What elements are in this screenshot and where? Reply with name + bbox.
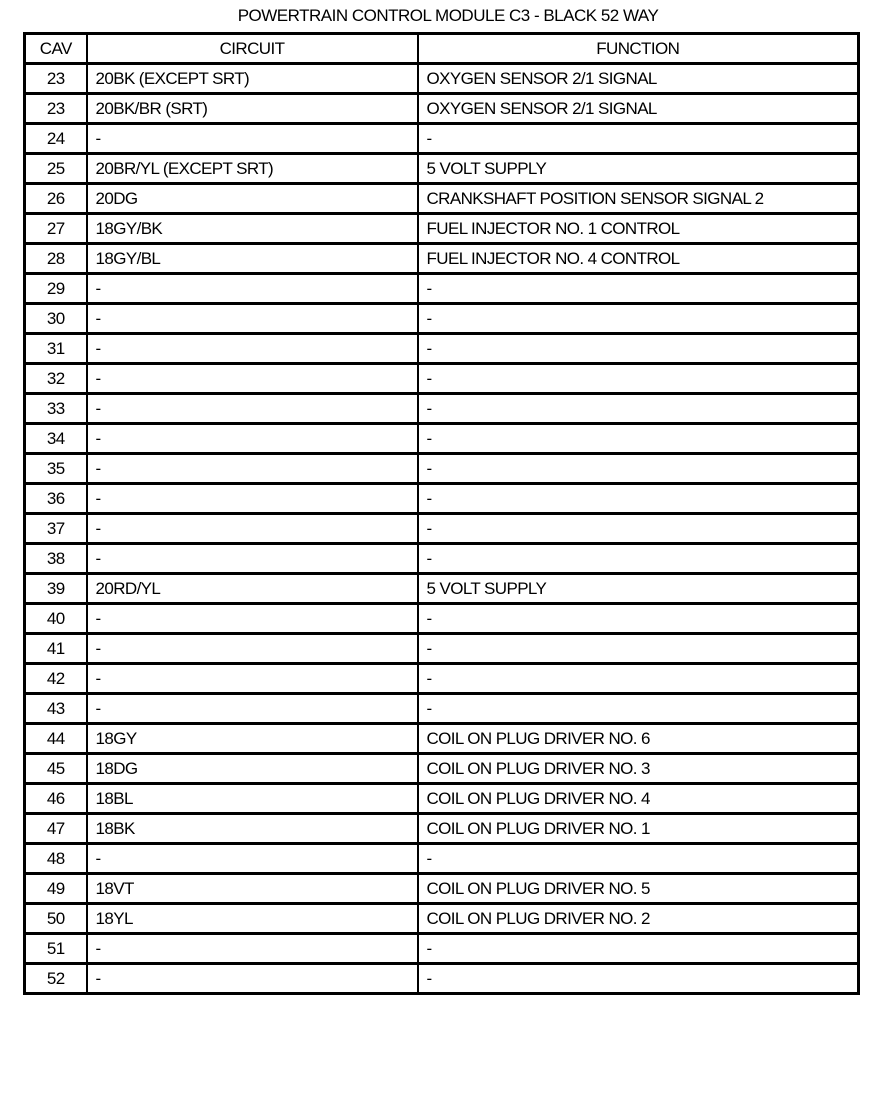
header-function: FUNCTION [418, 34, 859, 64]
function-cell: - [418, 634, 859, 664]
cav-cell: 36 [25, 484, 87, 514]
circuit-cell: 18GY/BL [87, 244, 418, 274]
cav-cell: 35 [25, 454, 87, 484]
table-row [25, 184, 859, 214]
table-row [25, 484, 859, 514]
function-cell: COIL ON PLUG DRIVER NO. 2 [418, 904, 859, 934]
function-cell: - [418, 364, 859, 394]
function-cell: 5 VOLT SUPPLY [418, 574, 859, 604]
circuit-cell: 18BK [87, 814, 418, 844]
circuit-cell: - [87, 274, 418, 304]
table-row [25, 784, 859, 814]
circuit-cell: - [87, 844, 418, 874]
table-row [25, 904, 859, 934]
table-row [25, 694, 859, 724]
table-row [25, 94, 859, 124]
table-row [25, 364, 859, 394]
circuit-cell: - [87, 514, 418, 544]
cav-cell: 52 [25, 964, 87, 994]
function-cell: - [418, 934, 859, 964]
function-cell: - [418, 334, 859, 364]
cav-cell: 27 [25, 214, 87, 244]
function-cell: OXYGEN SENSOR 2/1 SIGNAL [418, 94, 859, 124]
table-row [25, 874, 859, 904]
cav-cell: 31 [25, 334, 87, 364]
function-cell: - [418, 124, 859, 154]
function-cell: COIL ON PLUG DRIVER NO. 4 [418, 784, 859, 814]
cav-cell: 32 [25, 364, 87, 394]
cav-cell: 47 [25, 814, 87, 844]
function-cell: COIL ON PLUG DRIVER NO. 6 [418, 724, 859, 754]
cav-cell: 45 [25, 754, 87, 784]
function-cell: - [418, 514, 859, 544]
circuit-cell: 18DG [87, 754, 418, 784]
circuit-cell: 18GY/BK [87, 214, 418, 244]
cav-cell: 38 [25, 544, 87, 574]
table-row [25, 214, 859, 244]
function-cell: FUEL INJECTOR NO. 1 CONTROL [418, 214, 859, 244]
circuit-cell: - [87, 964, 418, 994]
circuit-cell: 20DG [87, 184, 418, 214]
table-body [25, 64, 859, 994]
table-row [25, 394, 859, 424]
function-cell: - [418, 544, 859, 574]
cav-cell: 50 [25, 904, 87, 934]
function-cell: COIL ON PLUG DRIVER NO. 5 [418, 874, 859, 904]
cav-cell: 26 [25, 184, 87, 214]
cav-cell: 43 [25, 694, 87, 724]
table-row [25, 244, 859, 274]
connector-pinout-table [23, 32, 860, 995]
circuit-cell: - [87, 364, 418, 394]
circuit-cell: - [87, 394, 418, 424]
table-row [25, 724, 859, 754]
table-row [25, 304, 859, 334]
circuit-cell: - [87, 694, 418, 724]
cav-cell: 40 [25, 604, 87, 634]
cav-cell: 42 [25, 664, 87, 694]
circuit-cell: - [87, 484, 418, 514]
table-row [25, 424, 859, 454]
table-row [25, 574, 859, 604]
cav-cell: 46 [25, 784, 87, 814]
table-row [25, 604, 859, 634]
cav-cell: 30 [25, 304, 87, 334]
function-cell: - [418, 274, 859, 304]
function-cell: - [418, 694, 859, 724]
circuit-cell: - [87, 454, 418, 484]
function-cell: COIL ON PLUG DRIVER NO. 1 [418, 814, 859, 844]
circuit-cell: 18BL [87, 784, 418, 814]
cav-cell: 24 [25, 124, 87, 154]
table-row [25, 964, 859, 994]
circuit-cell: 20BK/BR (SRT) [87, 94, 418, 124]
cav-cell: 51 [25, 934, 87, 964]
table-row [25, 634, 859, 664]
table-row [25, 544, 859, 574]
cav-cell: 34 [25, 424, 87, 454]
circuit-cell: 20RD/YL [87, 574, 418, 604]
cav-cell: 44 [25, 724, 87, 754]
function-cell: - [418, 424, 859, 454]
circuit-cell: - [87, 304, 418, 334]
table-row [25, 754, 859, 784]
circuit-cell: - [87, 634, 418, 664]
table-row [25, 124, 859, 154]
table-header-row [25, 34, 859, 64]
table-row [25, 664, 859, 694]
function-cell: FUEL INJECTOR NO. 4 CONTROL [418, 244, 859, 274]
cav-cell: 28 [25, 244, 87, 274]
function-cell: - [418, 304, 859, 334]
cav-cell: 29 [25, 274, 87, 304]
function-cell: - [418, 454, 859, 484]
circuit-cell: - [87, 664, 418, 694]
function-cell: - [418, 394, 859, 424]
circuit-cell: - [87, 424, 418, 454]
circuit-cell: 20BK (EXCEPT SRT) [87, 64, 418, 94]
table-row [25, 154, 859, 184]
cav-cell: 37 [25, 514, 87, 544]
table-row [25, 814, 859, 844]
circuit-cell: 18YL [87, 904, 418, 934]
header-circuit: CIRCUIT [87, 34, 418, 64]
circuit-cell: - [87, 934, 418, 964]
page-title: POWERTRAIN CONTROL MODULE C3 - BLACK 52 WAY [237, 6, 659, 25]
cav-cell: 25 [25, 154, 87, 184]
function-cell: - [418, 964, 859, 994]
function-cell: - [418, 664, 859, 694]
table-row [25, 274, 859, 304]
table-row [25, 934, 859, 964]
circuit-cell: - [87, 604, 418, 634]
cav-cell: 48 [25, 844, 87, 874]
circuit-cell: 18VT [87, 874, 418, 904]
header-cav: CAV [25, 34, 87, 64]
circuit-cell: 18GY [87, 724, 418, 754]
function-cell: 5 VOLT SUPPLY [418, 154, 859, 184]
circuit-cell: - [87, 544, 418, 574]
cav-cell: 23 [25, 64, 87, 94]
table-row [25, 454, 859, 484]
table-row [25, 334, 859, 364]
cav-cell: 23 [25, 94, 87, 124]
function-cell: - [418, 844, 859, 874]
cav-cell: 41 [25, 634, 87, 664]
cav-cell: 39 [25, 574, 87, 604]
circuit-cell: - [87, 124, 418, 154]
cav-cell: 49 [25, 874, 87, 904]
function-cell: - [418, 484, 859, 514]
function-cell: - [418, 604, 859, 634]
function-cell: CRANKSHAFT POSITION SENSOR SIGNAL 2 [418, 184, 859, 214]
cav-cell: 33 [25, 394, 87, 424]
circuit-cell: - [87, 334, 418, 364]
function-cell: OXYGEN SENSOR 2/1 SIGNAL [418, 64, 859, 94]
table-row [25, 64, 859, 94]
table-row [25, 844, 859, 874]
circuit-cell: 20BR/YL (EXCEPT SRT) [87, 154, 418, 184]
table-row [25, 514, 859, 544]
function-cell: COIL ON PLUG DRIVER NO. 3 [418, 754, 859, 784]
